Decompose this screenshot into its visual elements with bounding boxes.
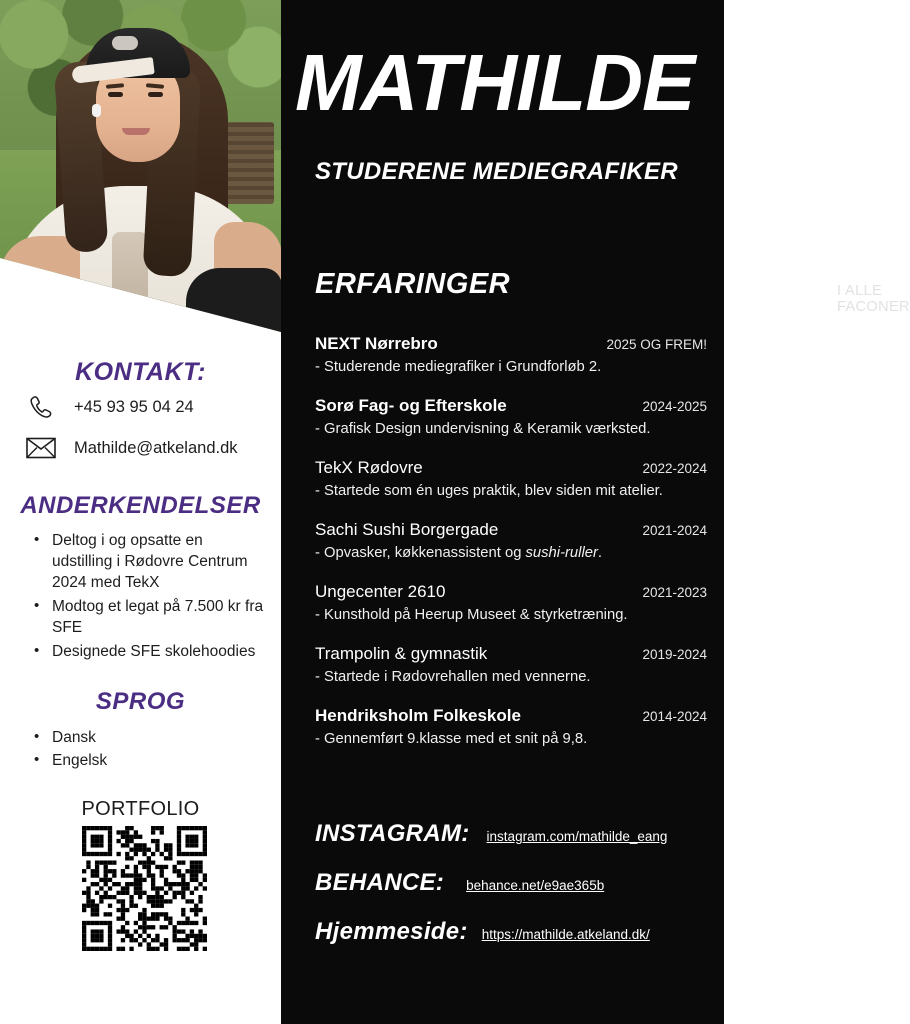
link-url[interactable]: instagram.com/mathilde_eang <box>486 829 668 844</box>
experience-organization: TekX Rødovre <box>315 458 423 477</box>
experience-entry-header <box>315 706 707 726</box>
experience-description: - Opvasker, køkkenassistent og sushi-ruller. <box>315 545 603 561</box>
experience-years: 2014-2024 <box>642 709 707 724</box>
contact-row-phone[interactable] <box>0 392 281 422</box>
link-label: INSTAGRAM: <box>315 820 470 847</box>
link-row-behance[interactable] <box>315 869 715 897</box>
list-item: • Engelsk <box>34 749 266 772</box>
experience-description: - Grafisk Design undervisning & Keramik værksted. <box>315 421 651 437</box>
list-item: • Modtog et legat på 7.500 kr fra SFE <box>34 596 266 638</box>
experience-entry <box>315 520 707 563</box>
experience-years: 2021-2024 <box>642 523 707 538</box>
page-subtitle: STUDERENE MEDIEGRAFIKER <box>315 158 678 185</box>
experience-entry <box>315 396 707 439</box>
experience-organization: NEXT Nørrebro <box>315 334 438 353</box>
experience-list <box>315 334 707 768</box>
experience-years: 2025 OG FREM! <box>606 337 707 352</box>
experience-organization: Sorø Fag- og Efterskole <box>315 396 507 415</box>
list-item: • Designede SFE skolehoodies <box>34 641 266 662</box>
experience-years: 2024-2025 <box>642 399 707 414</box>
experience-organization: Sachi Sushi Borgergade <box>315 520 499 539</box>
photo-eye-left <box>108 92 123 97</box>
experience-years: 2021-2023 <box>642 585 707 600</box>
contact-row-email[interactable] <box>0 433 281 463</box>
experience-organization: Hendriksholm Folkeskole <box>315 706 521 725</box>
languages-heading: SPROG <box>95 688 186 715</box>
page-title: MATHILDE <box>295 38 695 127</box>
envelope-icon <box>26 433 56 463</box>
experience-entry-header <box>315 396 707 416</box>
experience-entry-header <box>315 644 707 664</box>
link-url[interactable]: behance.net/e9ae365b <box>466 878 605 893</box>
acknowledgements-heading: ANDERKENDELSER <box>20 492 261 519</box>
experience-entry <box>315 458 707 501</box>
dark-content-panel <box>281 0 910 1024</box>
experience-heading: ERFARINGER <box>315 268 511 300</box>
experience-entry <box>315 644 707 687</box>
experience-entry-header <box>315 582 707 602</box>
phone-icon <box>26 392 56 422</box>
experience-entry-header <box>315 334 707 354</box>
link-label: Hjemmeside: <box>315 918 468 945</box>
social-links <box>315 820 715 967</box>
languages-list <box>34 726 266 772</box>
photo-knee <box>186 268 281 340</box>
link-row-web[interactable] <box>315 918 715 946</box>
experience-entry <box>315 706 707 749</box>
sidebar-panel <box>0 0 281 1024</box>
portfolio-label: PORTFOLIO <box>81 798 200 820</box>
acknowledgements-list <box>34 530 266 665</box>
photo-eye-right <box>148 92 163 97</box>
qr-code[interactable] <box>78 826 211 951</box>
photo-arm-left <box>0 236 80 340</box>
contact-value: Mathilde@atkeland.dk <box>74 438 238 457</box>
photo-shirt-print <box>112 232 148 304</box>
experience-entry-header <box>315 520 707 540</box>
experience-description-emphasis: sushi-ruller <box>525 545 598 561</box>
contact-heading: KONTAKT: <box>75 358 206 386</box>
photo-mouth <box>122 128 150 135</box>
contact-value: +45 93 95 04 24 <box>74 397 194 416</box>
experience-entry <box>315 334 707 377</box>
link-url[interactable]: https://mathilde.atkeland.dk/ <box>481 927 650 942</box>
experience-tagline: I ALLE FACONER <box>837 283 910 315</box>
experience-entry-header <box>315 458 707 478</box>
list-item: • Dansk <box>34 726 266 749</box>
portrait-photo <box>0 0 281 340</box>
experience-organization: Ungecenter 2610 <box>315 582 446 601</box>
experience-years: 2022-2024 <box>642 461 707 476</box>
experience-description: - Startede som én uges praktik, blev siden mit atelier. <box>315 483 663 499</box>
photo-cap-logo <box>112 36 138 50</box>
experience-organization: Trampolin & gymnastik <box>315 644 488 663</box>
experience-years: 2019-2024 <box>642 647 707 662</box>
photo-earbud <box>92 104 101 117</box>
link-row-instagram[interactable] <box>315 820 715 848</box>
link-label: BEHANCE: <box>315 869 445 896</box>
list-item: • Deltog i og opsatte en udstilling i Rødovre Centrum 2024 med TekX <box>34 530 266 593</box>
experience-description: - Gennemført 9.klasse med et snit på 9,8. <box>315 731 588 747</box>
contact-list <box>0 392 281 474</box>
experience-description: - Kunsthold på Heerup Museet & styrketræning. <box>315 607 628 623</box>
experience-description: - Studerende mediegrafiker i Grundforløb 2. <box>315 359 602 375</box>
experience-description: - Startede i Rødovrehallen med vennerne. <box>315 669 591 685</box>
experience-entry <box>315 582 707 625</box>
